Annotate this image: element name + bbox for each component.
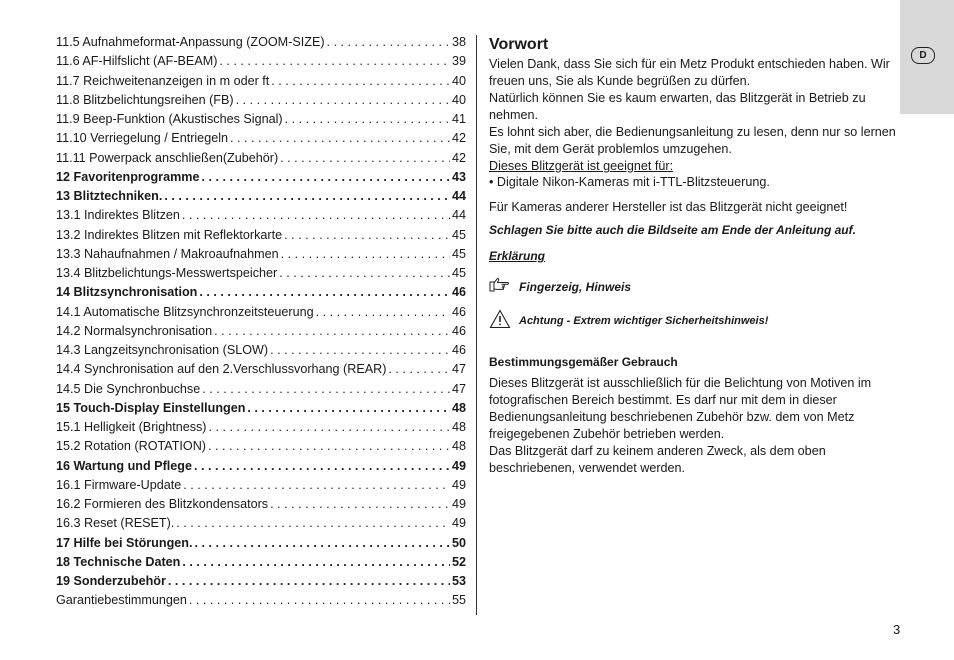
toc-entry-title: 13.3 Nahaufnahmen / Makroaufnahmen [56, 246, 279, 261]
toc-leader-dots [208, 439, 450, 453]
toc-entry-page: 49 [451, 458, 466, 473]
toc-entry-page: 40 [451, 92, 466, 107]
intended-use-paragraph-2: Das Blitzgerät darf zu keinem anderen Zweck, als dem oben beschriebenen, verwendet werden. [489, 444, 826, 475]
toc-entry-title: 19 Sonderzubehör [56, 574, 166, 588]
toc-entry-title: 16 Wartung und Pflege [56, 458, 192, 473]
intended-use-heading: Bestimmungsgemäßer Gebrauch [489, 355, 678, 369]
toc-entry-title: 14.4 Synchronisation auf den 2.Verschlussvorhang (REAR) [56, 362, 387, 377]
toc-entry-title: 15 Touch-Display Einstellungen [56, 400, 246, 415]
toc-entry [56, 439, 466, 458]
toc-entry-title: 13.1 Indirektes Blitzen [56, 208, 180, 223]
toc-entry-title: 14.5 Die Synchronbuchse [56, 381, 201, 396]
toc-entry [56, 74, 466, 93]
toc-entry [56, 382, 466, 401]
toc-leader-dots [316, 305, 450, 319]
explanation-heading: Erklärung [489, 249, 546, 263]
toc-entry [56, 324, 466, 343]
foreword-paragraph-2: Natürlich können Sie es kaum erwarten, das Blitzgerät in Betrieb zu nehmen. [489, 91, 866, 122]
hint-label: Fingerzeig, Hinweis [519, 280, 632, 294]
toc-leader-dots [194, 536, 450, 550]
toc-entry-page: 42 [451, 131, 466, 146]
toc-leader-dots [214, 324, 450, 338]
toc-entry [56, 305, 466, 324]
toc-entry [56, 593, 466, 612]
hint-legend [489, 277, 901, 298]
toc-entry [56, 362, 466, 381]
toc-entry [56, 420, 466, 439]
toc-entry-page: 40 [451, 73, 466, 88]
toc-leader-dots [209, 420, 450, 434]
toc-leader-dots [230, 131, 450, 145]
toc-entry-title: 18 Technische Daten [56, 554, 181, 569]
toc-entry [56, 459, 466, 478]
toc-entry-page: 46 [451, 323, 466, 338]
toc-entry-title: Garantiebestimmungen [56, 593, 187, 608]
toc-leader-dots [194, 459, 450, 473]
toc-leader-dots [189, 593, 450, 607]
toc-entry-page: 42 [451, 150, 466, 165]
toc-entry-page: 39 [451, 54, 466, 69]
toc-leader-dots [176, 516, 450, 530]
toc-leader-dots [183, 478, 450, 492]
toc-entry [56, 189, 466, 208]
toc-entry-title: 15.2 Rotation (ROTATION) [56, 439, 206, 454]
language-badge: D [911, 47, 935, 64]
toc-leader-dots [247, 401, 450, 415]
toc-entry [56, 497, 466, 516]
toc-entry-page: 49 [451, 497, 466, 511]
toc-entry-page: 49 [451, 477, 466, 492]
toc-entry-page: 46 [451, 304, 466, 319]
toc-leader-dots [236, 93, 450, 107]
warning-label: Achtung - Extrem wichtiger Sicherheitshinweis! [519, 315, 769, 327]
toc-leader-dots [201, 170, 450, 184]
toc-entry [56, 131, 466, 150]
toc-entry [56, 285, 466, 304]
toc-leader-dots [388, 362, 450, 376]
toc-entry-title: 16.2 Formieren des Blitzkondensators [56, 497, 269, 511]
toc-entry [56, 54, 466, 73]
toc-entry [56, 208, 466, 227]
toc-entry-title: 13.2 Indirektes Blitzen mit Reflektorkarte [56, 227, 283, 242]
toc-entry-title: 11.8 Blitzbelichtungsreihen (FB) [56, 92, 234, 107]
toc-entry-title: 11.7 Reichweitenanzeigen in m oder ft [56, 73, 270, 88]
suitable-item: • Digitale Nikon-Kameras mit i-TTL-Blitzsteuerung. [489, 175, 770, 189]
toc-leader-dots [285, 112, 450, 126]
toc-leader-dots [219, 54, 450, 68]
toc-entry [56, 35, 466, 54]
toc-leader-dots [182, 208, 450, 222]
toc-leader-dots [279, 266, 450, 280]
foreword-paragraph-3: Es lohnt sich aber, die Bedienungsanleitung zu lesen, denn nur so lernen Sie, mit dem Gerät problemlos umzugehen. [489, 125, 896, 156]
pointing-hand-icon [489, 277, 511, 298]
toc-entry-title: 11.6 AF-Hilfslicht (AF-BEAM) [56, 54, 218, 69]
toc-entry-page: 45 [451, 227, 466, 242]
toc-entry-page: 50 [451, 535, 466, 550]
toc-entry [56, 555, 466, 574]
table-of-contents [56, 35, 466, 613]
toc-entry-page: 46 [451, 343, 466, 357]
toc-entry-page: 48 [451, 439, 466, 454]
toc-entry-title: 11.9 Beep-Funktion (Akustisches Signal) [56, 112, 283, 126]
foreword-title: Vorwort [489, 36, 549, 53]
toc-entry [56, 343, 466, 362]
toc-entry-title: 11.5 Aufnahmeformat-Anpassung (ZOOM-SIZE) [56, 35, 325, 49]
toc-entry-page: 48 [451, 420, 466, 434]
toc-entry [56, 478, 466, 497]
toc-entry-title: 11.11 Powerpack anschließen(Zubehör) [56, 150, 279, 165]
toc-entry-title: 16.1 Firmware-Update [56, 477, 182, 492]
toc-leader-dots [199, 285, 450, 299]
toc-entry-page: 47 [451, 362, 466, 377]
toc-entry-title: 12 Favoritenprogramme [56, 169, 200, 184]
toc-entry-title: 17 Hilfe bei Störungen. [56, 535, 193, 550]
toc-entry [56, 151, 466, 170]
toc-leader-dots [168, 574, 450, 588]
toc-entry-page: 47 [451, 381, 466, 396]
column-divider [476, 35, 477, 615]
foreword-paragraph-1: Vielen Dank, dass Sie sich für ein Metz Produkt entschieden haben. Wir freuen uns, Sie als Kunde begrüßen zu dürfen. [489, 57, 890, 88]
toc-leader-dots [182, 555, 450, 569]
other-makers-note: Für Kameras anderer Hersteller ist das Blitzgerät nicht geeignet! [489, 200, 848, 214]
warning-legend [489, 309, 901, 334]
toc-entry [56, 247, 466, 266]
toc-entry [56, 516, 466, 535]
toc-entry-page: 41 [451, 112, 466, 126]
toc-entry [56, 170, 466, 189]
toc-entry [56, 401, 466, 420]
see-picture-page-note: Schlagen Sie bitte auch die Bildseite am Ende der Anleitung auf. [489, 223, 856, 237]
toc-entry [56, 112, 466, 131]
toc-entry-title: 13 Blitztechniken. [56, 189, 163, 203]
toc-entry-page: 49 [451, 516, 466, 531]
toc-entry [56, 574, 466, 593]
toc-leader-dots [202, 382, 450, 396]
toc-entry-page: 53 [451, 574, 466, 588]
toc-leader-dots [281, 247, 450, 261]
toc-leader-dots [271, 74, 450, 88]
intended-use-paragraph-1: Dieses Blitzgerät ist ausschließlich für die Belichtung von Motiven im fotografischen Bereich bestimmt. Es darf nur mit dem in dieser Bedienungsanleitung beschriebenen Zubehör bzw. dem von Metz freigegebenen Zubehör betrieben werden. [489, 376, 872, 441]
toc-leader-dots [164, 189, 450, 203]
toc-entry-page: 46 [451, 285, 466, 300]
warning-triangle-icon [489, 309, 511, 334]
toc-entry-page: 52 [451, 554, 466, 569]
toc-leader-dots [270, 497, 450, 511]
toc-entry-page: 45 [451, 266, 466, 280]
toc-entry-title: 16.3 Reset (RESET). [56, 516, 175, 531]
toc-entry [56, 93, 466, 112]
toc-entry-page: 38 [451, 35, 466, 49]
toc-leader-dots [280, 151, 450, 165]
suitable-heading: Dieses Blitzgerät ist geeignet für: [489, 159, 674, 173]
foreword-section [489, 35, 901, 477]
toc-leader-dots [270, 343, 450, 357]
toc-entry-title: 14.3 Langzeitsynchronisation (SLOW) [56, 343, 269, 357]
toc-entry-page: 44 [451, 208, 466, 223]
toc-entry [56, 536, 466, 555]
toc-leader-dots [327, 35, 450, 49]
toc-entry-page: 45 [451, 246, 466, 261]
toc-entry-title: 13.4 Blitzbelichtungs-Messwertspeicher [56, 266, 278, 280]
toc-entry-page: 44 [451, 189, 466, 203]
toc-entry-title: 11.10 Verriegelung / Entriegeln [56, 131, 229, 146]
toc-leader-dots [284, 228, 450, 242]
toc-entry-title: 14.1 Automatische Blitzsynchronzeitsteuerung [56, 304, 314, 319]
toc-entry-page: 55 [451, 593, 466, 608]
toc-entry-page: 43 [451, 169, 466, 184]
toc-entry-title: 15.1 Helligkeit (Brightness) [56, 420, 207, 434]
toc-entry-title: 14 Blitzsynchronisation [56, 285, 198, 300]
toc-entry [56, 228, 466, 247]
toc-entry-title: 14.2 Normalsynchronisation [56, 323, 213, 338]
page-number: 3 [893, 622, 901, 637]
toc-entry-page: 48 [451, 400, 466, 415]
toc-entry [56, 266, 466, 285]
